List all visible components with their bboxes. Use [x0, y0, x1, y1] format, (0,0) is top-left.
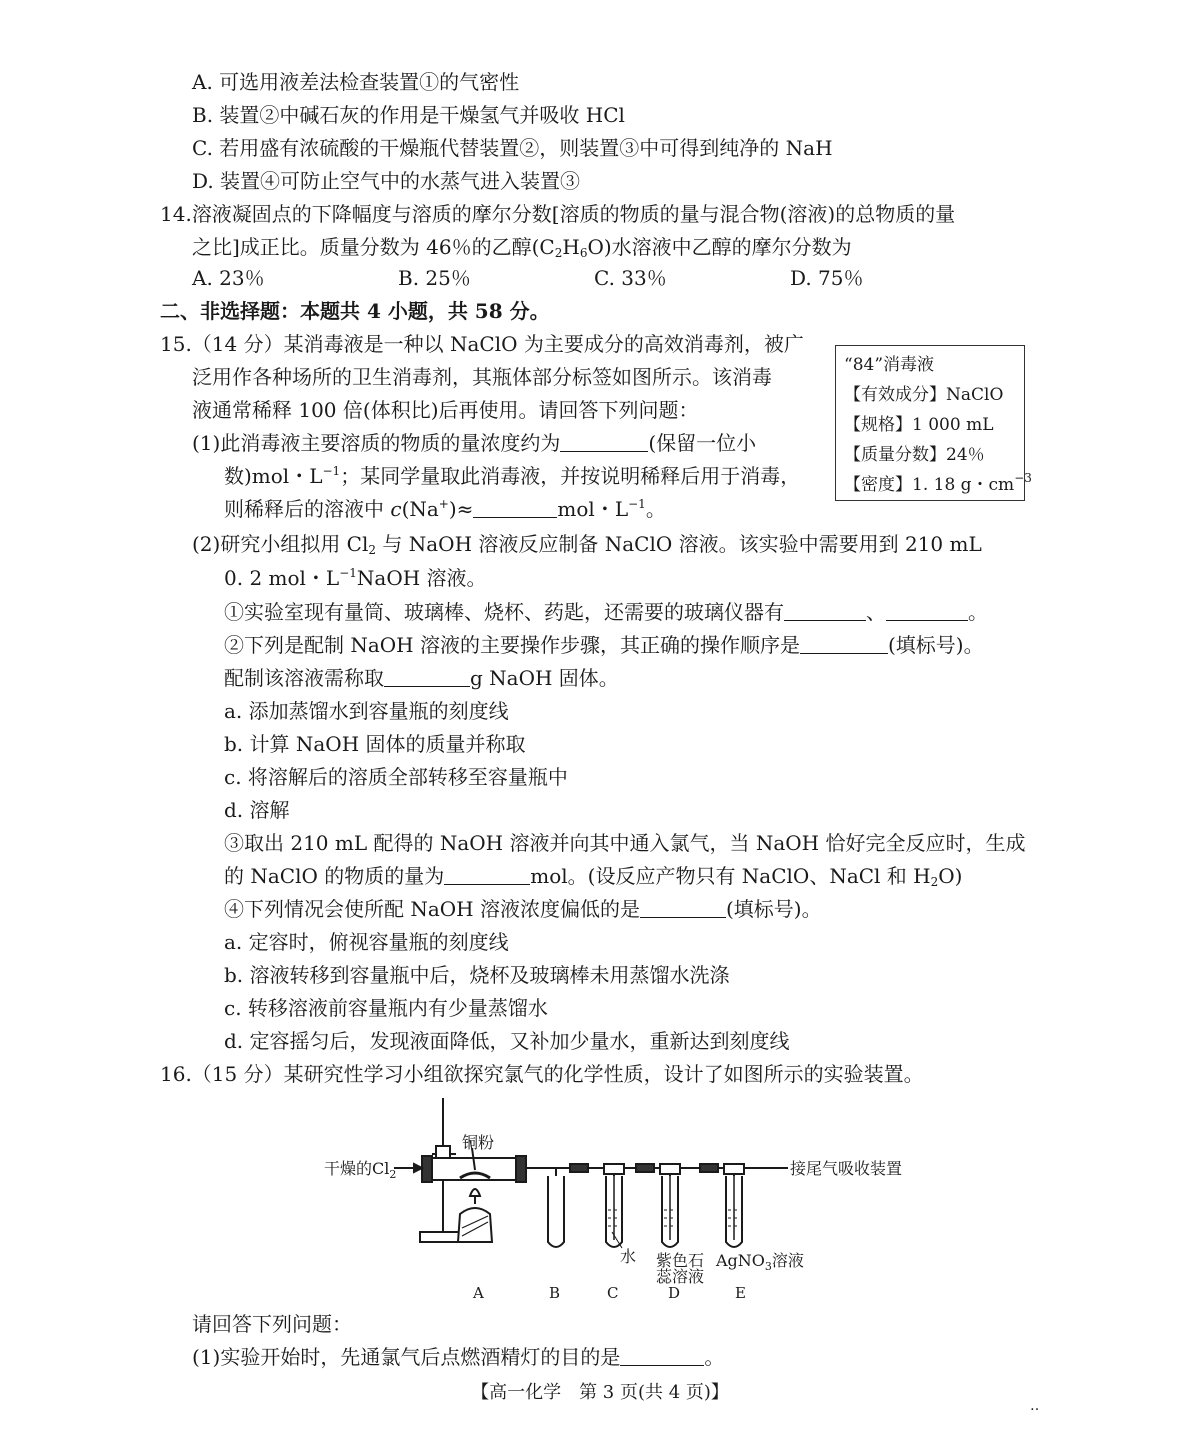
q14-option-b: B. 25％ [398, 266, 471, 290]
rubber-joint [700, 1164, 718, 1172]
label-e: E [735, 1284, 746, 1302]
q15-part1-line1: (1)此消毒液主要溶质的物质的量浓度约为 (保留一位小 [192, 431, 757, 455]
answer-blank [640, 897, 726, 918]
alcohol-lamp [458, 1208, 492, 1242]
answer-blank [560, 431, 648, 452]
q13-option-d: D. 装置④可防止空气中的水蒸气进入装置③ [192, 169, 581, 193]
rubber-joint [570, 1164, 588, 1172]
q15-step-a: a. 添加蒸馏水到容量瓶的刻度线 [224, 699, 509, 723]
stopper-left [422, 1156, 432, 1182]
q16-stem: 16.（15 分）某研究性学习小组欲探究氯气的化学性质，设计了如图所示的实验装置。 [160, 1062, 924, 1086]
label-density: 【密度】1. 18 g・$cm^{-3}$ [844, 471, 1032, 495]
label-d: D [668, 1284, 681, 1302]
q14-option-d: D. 75％ [790, 266, 864, 290]
label-litmus-1: 紫色石 [656, 1251, 705, 1270]
label-agno3: AgNO$_3$溶液 [716, 1251, 804, 1273]
flame [470, 1189, 480, 1196]
q15-stem-line3: 液通常稀释 100 倍(体积比)后再使用。请回答下列问题： [192, 398, 699, 422]
apparatus-diagram [310, 1092, 920, 1304]
answer-blank [886, 600, 968, 621]
q13-option-b: B. 装置②中碱石灰的作用是干燥氢气并吸收 HCl [192, 103, 625, 127]
q13-option-c: C. 若用盛有浓硫酸的干燥瓶代替装置②，则装置③中可得到纯净的 NaH [192, 136, 833, 160]
answer-blank [473, 497, 557, 518]
label-name: “84”消毒液 [844, 355, 935, 375]
q16-ask: 请回答下列问题： [192, 1312, 352, 1336]
label-ingredient: 【有效成分】NaClO [844, 385, 1004, 405]
test-tube-b [548, 1176, 564, 1247]
q15-step-c: c. 将溶解后的溶质全部转移至容量瓶中 [224, 765, 568, 789]
answer-blank [444, 864, 530, 885]
page-footer: 【高一化学 第 3 页(共 4 页)】 [471, 1382, 729, 1403]
label-inlet: 干燥的$Cl_2$ [324, 1159, 397, 1181]
q15-step-b: b. 计算 NaOH 固体的质量并称取 [224, 732, 526, 756]
rubber-joint [636, 1164, 654, 1172]
q14-stem-line1: 14.溶液凝固点的下降幅度与溶质的摩尔分数[溶质的物质的量与混合物(溶液)的总物质的量 [160, 202, 956, 226]
q15-sub2-line2: 配制该溶液需称取 g NaOH 固体。 [224, 666, 619, 690]
q15-sub4: ④下列情况会使所配 NaOH 溶液浓度偏低的是 (填标号)。 [224, 897, 822, 921]
q15-stem-line2: 泛用作各种场所的卫生消毒剂，其瓶体部分标签如图所示。该消毒 [192, 365, 772, 389]
q15-part2-line1: (2)研究小组拟用 $Cl_2$ 与 NaOH 溶液反应制备 NaClO 溶液。该实验中需要用到 210 mL [192, 532, 982, 557]
label-c: C [607, 1284, 619, 1302]
q15-sub3-line2: 的 NaClO 的物质的量为 mol。(设反应产物只有 NaClO、NaCl 和 $H_2O$) [224, 864, 963, 889]
answer-blank [620, 1345, 704, 1366]
label-copper: 铜粉 [462, 1133, 495, 1152]
q15-part1-line3: 则稀释后的溶液中 c(Na+)≈ mol・$L^{-1}$。 [224, 497, 666, 521]
label-water: 水 [620, 1247, 637, 1266]
label-outlet: 接尾气吸收装置 [790, 1159, 903, 1178]
label-b: B [549, 1284, 561, 1302]
q15-part1-line2: 数)mol・$L^{-1}$；某同学量取此消毒液，并按说明稀释后用于消毒， [224, 464, 801, 488]
q15-step-d: d. 溶解 [224, 798, 290, 822]
q15-stem-line1: 15.（14 分）某消毒液是一种以 NaClO 为主要成分的高效消毒剂，被广 [160, 332, 804, 356]
q15-choice-d: d. 定容摇匀后，发现液面降低，又补加少量水，重新达到刻度线 [224, 1029, 790, 1053]
q16-part1: (1)实验开始时，先通氯气后点燃酒精灯的目的是 。 [192, 1345, 725, 1369]
corner-mark: ‥ [1030, 1398, 1040, 1414]
answer-blank [384, 666, 470, 687]
q15-choice-b: b. 溶液转移到容量瓶中后，烧杯及玻璃棒未用蒸馏水洗涤 [224, 963, 730, 987]
q14-option-a: A. 23％ [192, 266, 265, 290]
answer-blank [800, 633, 888, 654]
q15-choice-c: c. 转移溶液前容量瓶内有少量蒸馏水 [224, 996, 548, 1020]
q14-option-c: C. 33％ [594, 266, 667, 290]
answer-blank [784, 600, 866, 621]
disinfectant-label-box [835, 345, 1032, 501]
q15-sub2-line1: ②下列是配制 NaOH 溶液的主要操作步骤，其正确的操作顺序是 (填标号)。 [224, 633, 984, 657]
label-spec: 【规格】1 000 mL [844, 415, 994, 435]
label-a: A [473, 1284, 484, 1302]
q15-sub1: ①实验室现有量筒、玻璃棒、烧杯、药匙，还需要的玻璃仪器有 、 。 [224, 600, 988, 624]
label-mass-fraction: 【质量分数】24％ [844, 445, 985, 465]
q15-part2-line2: 0. 2 mol・$L^{-1}NaOH$ 溶液。 [224, 566, 487, 590]
stopper-right [516, 1156, 526, 1182]
q15-sub3-line1: ③取出 210 mL 配得的 NaOH 溶液并向其中通入氯气，当 NaOH 恰好完全反应时，生成 [224, 831, 1026, 855]
section-heading: 二、非选择题：本题共 4 小题，共 58 分。 [160, 299, 550, 323]
q13-option-a: A. 可选用液差法检查装置①的气密性 [192, 70, 520, 94]
label-litmus-2: 蕊溶液 [656, 1267, 705, 1286]
q14-stem-line2: 之比]成正比。质量分数为 46％的乙醇$(C_2H_6O)$水溶液中乙醇的摩尔分数为 [192, 235, 852, 260]
q15-choice-a: a. 定容时，俯视容量瓶的刻度线 [224, 930, 509, 954]
